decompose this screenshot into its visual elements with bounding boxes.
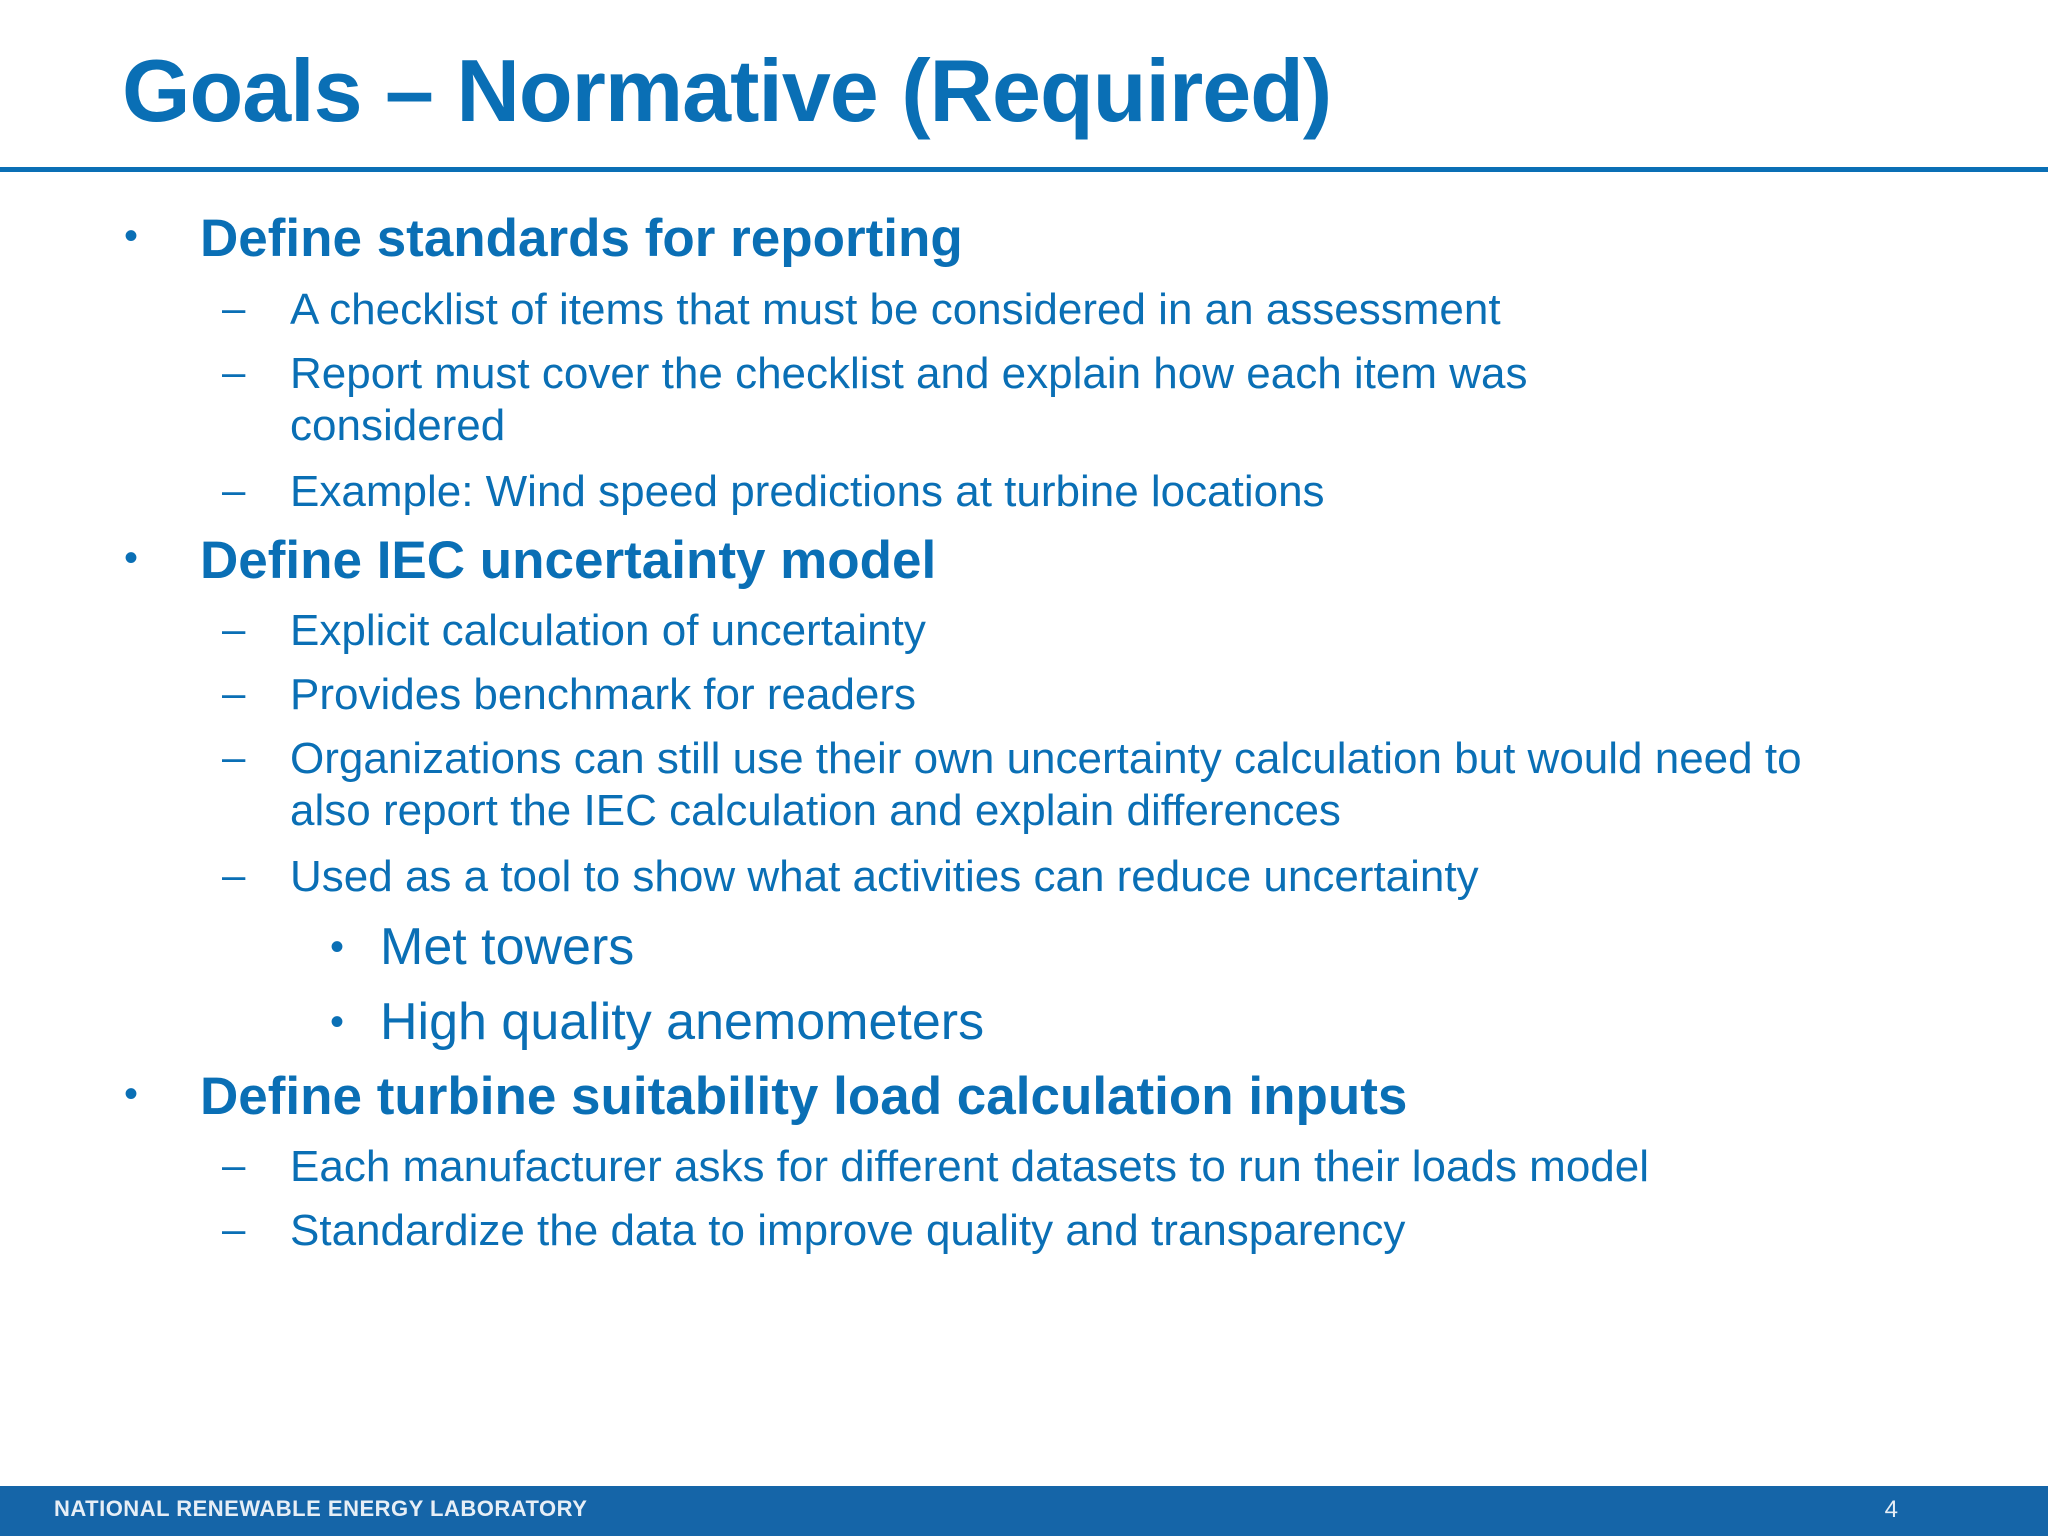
heading-text: Define turbine suitability load calculation inputs [200, 1067, 1408, 1126]
bullet-icon: • [330, 1000, 345, 1044]
dash-icon: – [222, 1205, 246, 1252]
sub-list-item-text: High quality anemometers [380, 993, 985, 1051]
list-item-text: Organizations can still use their own uncertainty calculation but would need to also report the IEC calculation and explain differences [290, 734, 1802, 835]
footer-organization: NATIONAL RENEWABLE ENERGY LABORATORY [54, 1496, 588, 1521]
bullet-icon: • [124, 1072, 139, 1116]
page-number: 4 [1884, 1496, 1898, 1523]
dash-icon: – [222, 669, 246, 716]
list-item-text: Explicit calculation of uncertainty [290, 606, 926, 655]
dash-icon: – [222, 605, 246, 652]
list-item-text: Provides benchmark for readers [290, 670, 917, 719]
footer-bar [0, 1486, 2048, 1536]
dash-icon: – [222, 348, 246, 395]
bullet-icon: • [124, 214, 139, 258]
list-item-text: Each manufacturer asks for different datasets to run their loads model [290, 1142, 1650, 1191]
bullet-icon: • [330, 925, 345, 969]
list-item-text: Used as a tool to show what activities can reduce uncertainty [290, 852, 1479, 901]
title-divider [0, 167, 2048, 172]
dash-icon: – [222, 851, 246, 898]
bullet-icon: • [124, 536, 139, 580]
list-item-text: Standardize the data to improve quality and transparency [290, 1206, 1406, 1255]
list-item-text: Example: Wind speed predictions at turbine locations [290, 467, 1325, 516]
dash-icon: – [222, 733, 246, 780]
list-item-text: Report must cover the checklist and explain how each item was considered [290, 349, 1528, 450]
heading-text: Define IEC uncertainty model [200, 531, 937, 590]
sub-list-item-text: Met towers [380, 918, 635, 976]
heading-text: Define standards for reporting [200, 209, 963, 268]
slide-title: Goals – Normative (Required) [122, 41, 1332, 140]
dash-icon: – [222, 1141, 246, 1188]
dash-icon: – [222, 466, 246, 513]
list-item-text: A checklist of items that must be considered in an assessment [290, 285, 1501, 334]
dash-icon: – [222, 284, 246, 331]
